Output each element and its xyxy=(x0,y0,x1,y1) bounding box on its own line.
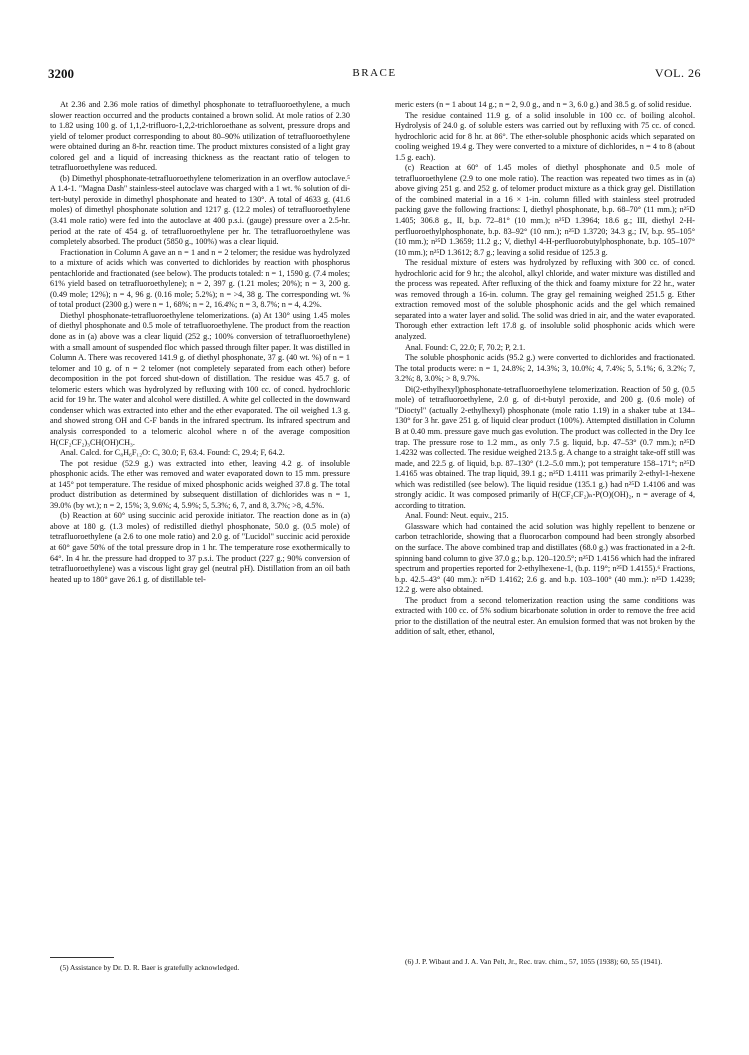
paragraph: Diethyl phosphonate-tetrafluoroethylene telomerizations. (a) At 130° using 1.45 moles of diethyl phosphonate and 0.5 mole of tetrafluoroethylene. The product from the reaction done as in (a) above was a clear liquid (252 g.; 100% conversion of tetrafluoroethylene) with a small amount of suspended floc which passed through filter paper. It was distilled in Column A. There was recovered 141.9 g. of diethyl phosphonate, 37 g. (40 wt. %) of n = 1 telomer and 10 g. of n = 2 telomer (not completely separated from each other) before decomposition in the pot forced shut-down of distillation. The residue was 45.7 g. of telomeric esters which was hydrolyzed by refluxing with 100 cc. of concd. hydrochloric acid for 19 hr. The water and alcohol were distilled. A white gel collected in the downward condenser which was extracted into ether and the ether evaporated. The oil weighed 1.3 g. and showed strong OH and C-F bands in the infrared spectrum. Its infrared spectrum and analysis corresponded to a telomeric alcohol where n of the average composition H(CF₂CF₂)₃CH(OH)CH₃. xyxy=(50,310,350,447)
paragraph: meric esters (n = 1 about 14 g.; n = 2, 9.0 g., and n = 3, 6.0 g.) and 38.5 g. of solid residue. xyxy=(395,100,692,109)
footnote-rule xyxy=(50,957,114,958)
footnote-text: (5) Assistance by Dr. D. R. Baer is gratefully acknowledged. xyxy=(60,963,240,972)
page-header xyxy=(0,66,749,84)
right-column xyxy=(395,100,695,638)
footnote-text: (6) J. P. Wibaut and J. A. Van Pelt, Jr., Rec. trav. chim., 57, 1055 (1938); 60, 55 (1941). xyxy=(405,957,663,966)
paragraph: Di(2-ethylhexyl)phosphonate-tetrafluoroethylene telomerization. Reaction of 50 g. (0.5 mole) of tetrafluoroethylene, 2.0 g. of di-t-butyl peroxide, and 200 g. (0.6 mole) of "Dioctyl" (actually 2-ethylhexyl) phosphonate (mole ratio 1.19) in a shaker tube at 134–130° for 3 hr. gave 251 g. of liquid clear product (100%). Attempted distillation in Column B at 0.40 mm. pressure gave much gas evolution. The product was collected in the Dry Ice trap. The pressure rose to 1.2 mm., as only 7.5 g. liquid, b.p. 47–53° (0.7 mm.); n²⁵D 1.4232 was collected. The residue weighed 213.5 g. A change to a straight take-off still was made, and 22.5 g. of liquid, b.p. 87–130° (1.2–5.0 mm.); pot temperature 158–171°; n²⁵D 1.4165 was obtained. The trap liquid, 39.1 g.; n²⁵D 1.4111 was primarily 2-ethyl-1-hexene which was redistilled (see below). The liquid residue (135.1 g.) had n²⁵D 1.4106 and was strongly acidic. It was composed primarily of H(CF₂CF₂)ₙ-P(O)(OH)₂, n = average of 4, according to titration. xyxy=(395,384,695,510)
paragraph: The pot residue (52.9 g.) was extracted into ether, leaving 4.2 g. of insoluble phosphonic acids. The ether was removed and water evaporated down to 15 mm. pressure at 145° pot temperature. The residue of mixed phosphonic acids weighed 37.8 g. The total product distribution as determined by subsequent distillation of dichlorides was n = 1, 39.0% (by wt.); n = 2, 15%; 3, 9.6%; 4, 5.9%; 5, 5.3%; 6, 7, and 8, 3.7%; >8, 4.5%. xyxy=(50,458,350,510)
paragraph: Glassware which had contained the acid solution was highly repellent to benzene or carbon tetrachloride, showing that a fluorocarbon compound had been strongly absorbed on the surface. The above combined trap and distillates (68.0 g.) was fractionated in a 2-ft. spinning band column to give 37.0 g.; b.p. 120–120.5°; n²⁵D 1.4156 which had the infrared spectrum and properties reported for 2-ethylhexene-1, (b.p. 119°; n²⁵D 1.4155).⁶ Fractions, b.p. 42.5–43° (40 mm.): n²⁵D 1.4162; 2.6 g. and b.p. 103–100° (40 mm.): n²⁵D 1.4239; 12.2 g. were also obtained. xyxy=(395,521,695,595)
running-title: BRACE xyxy=(352,67,397,79)
paragraph: Anal. Calcd. for C₈H₆F₁₂O: C, 30.0; F, 63.4. Found: C, 29.4; F, 64.2. xyxy=(60,448,285,458)
page-number: 3200 xyxy=(48,66,74,81)
paragraph: (b) Reaction at 60° using succinic acid peroxide initiator. The reaction done as in (a) above at 180 g. (1.3 moles) of redistilled diethyl phosphonate, 50.0 g. (0.5 mole) of tetrafluoroethylene (a 2.6 to one mole ratio) and 2.0 g. of "Lucidol" succinic acid peroxide at 60° gave 50% of the total pressure drop in 1 hr. The temperature rose exothermically to 64°. In 4 hr. the pressure had dropped to 37 p.s.i. The product (227 g.; 90% conversion of tetrafluoroethylene) was a viscous light gray gel (neutral pH). Distillation from an oil bath heated up to 180° gave 26.1 g. of distillable tel- xyxy=(50,511,350,584)
volume-label: VOL. 26 xyxy=(654,66,701,80)
paragraph: At 2.36 and 2.36 mole ratios of dimethyl phosphonate to tetrafluoroethylene, a much slower reaction occurred and the products contained a brown solid. At mole ratios of 2.30 to 1.82 using 100 g. of 1,1,2-trifluoro-1,2,2-trichloroethane as solvent, pressure drops and yield of telomer product corresponding to about 80–90% utilization of tetrafluoroethylene were obtained during an 8-hr. reaction time. The product mixtures consisted of a light gray colored gel and a liquid of increasing thickness as the reactant ratio of telogen to tetrafluoroethylene was reduced. xyxy=(50,100,350,173)
paragraph: The residue contained 11.9 g. of a solid insoluble in 100 cc. of boiling alcohol. Hydrolysis of 24.0 g. of soluble esters was carried out by refluxing with 75 cc. of concd. hydrochloric acid for 8 hr. at 86°. The ether-soluble phosphonic acids which separated on cooling weighed 19.4 g. They were converted to a mixture of dichlorides, n = 4 to 8 (about 1.5 g. each). xyxy=(395,110,695,162)
paragraph: Anal. Found: C, 22.0; F, 70.2; P, 2.1. xyxy=(405,342,526,352)
paragraph: Anal. Found: Neut. equiv., 215. xyxy=(405,511,509,521)
paragraph: (c) Reaction at 60° of 1.45 moles of diethyl phosphonate and 0.5 mole of tetrafluoroethylene (2.9 to one mole ratio). The reaction was repeated two times as in (a) above giving 251 g. and 252 g. of telomer product mixture as a thick gray gel. Distillation of the combined material in a 16 × 1-in. column filled with stainless steel protruded packing gave the following fractions: I, diethyl phosphonate, b.p. 68–70° (11 mm.); n²⁵D 1.405; 306.8 g., II, b.p. 72–81° (10 mm.); n²⁵D 1.3964; 18.6 g.; III, diethyl 2-H-perfluoroethylphosphonate, b.p. 83–92° (10 nm.); n²⁵D 1.3720; 34.3 g.; IV, b.p. 95–105° (10 mm.); n²⁵D 1.3659; 11.2 g.; V, diethyl 4-H-perfluorobutylphosphonate, b.p. 105–107° (10 mm.); n²⁵D 1.3612; 8.7 g.; leaving a solid residue of 125.3 g. xyxy=(395,163,695,257)
paragraph: The soluble phosphonic acids (95.2 g.) were converted to dichlorides and fractionated. The total products were: n = 1, 24.8%; 2, 14.3%; 3, 10.0%; 4, 7.4%; 5, 5.1%; 6, 3.2%; 7, 3.2%; 8, 3.0%; > 8, 9.7%. xyxy=(395,353,695,384)
paragraph: The residual mixture of esters was hydrolyzed by refluxing with 300 cc. of concd. hydrochloric acid for 9 hr.; the alcohol, alkyl chloride, and water mixture was distilled and the process was repeated. After refluxing of the thick and foamy mixture for 22 hr., water was removed through a 16-in. column. The gray gel remaining weighed 251.5 g. Ether extraction removed most of the soluble phosphonic acids and the gel which remained separated into a water layer and solid. The solid was dried in air, and the water evaporated. Thorough ether extraction left 17.8 g. of insoluble solid phosphonic acids which were analyzed. xyxy=(395,258,695,342)
footnote-right xyxy=(395,957,695,966)
left-column xyxy=(50,100,350,585)
paragraph: The product from a second telomerization reaction using the same conditions was extracted with 100 cc. of 5% sodium bicarbonate solution in order to remove the free acid prior to the distillation of the neutral ester. An emulsion formed that was not broken by the addition of salt, ether, ethanol, xyxy=(395,595,695,637)
paragraph: (b) Dimethyl phosphonate-tetrafluoroethylene telomerization in an overflow autoclave.⁵ A 1.4-1. "Magna Dash" stainless-steel autoclave was charged with a 1 wt. % solution of di-tert-butyl peroxide in dimethyl phosphonate and heated to 130°. A total of 4633 g. (41.6 moles) of dimethyl phosphonate solution and 1217 g. (12.2 moles) of tetrafluoroethylene (3.41 mole ratio) were fed into the autoclave at 400 p.s.i. (gauge) pressure over a 2.5-hr. period at the rate of 454 g. of tetrafluoroethylene per hr. The tetrafluoroethylene was completely absorbed. The product (5850 g., 100%) was a clear liquid. xyxy=(50,173,350,247)
footnote-left xyxy=(50,957,350,972)
paragraph: Fractionation in Column A gave an n = 1 and n = 2 telomer; the residue was hydrolyzed to a mixture of acids which was converted to dichlorides by reaction with phosphorus pentachloride and fractionated (see below). The products totaled: n = 1, 1590 g. (7.4 moles; 61% yield based on tetrafluoroethylene); n = 2, 397 g. (1.21 moles; 20%); n = 3, 200 g. (0.49 mole; 12%); n = 4, 96 g. (0.16 mole; 5.2%); n = >4, 38 g. The corresponding wt. % of total product (2300 g.) were n = 1, 68%; n = 2, 16.4%; n = 3, 8.7%; n = 4, 4.2%. xyxy=(50,247,350,310)
